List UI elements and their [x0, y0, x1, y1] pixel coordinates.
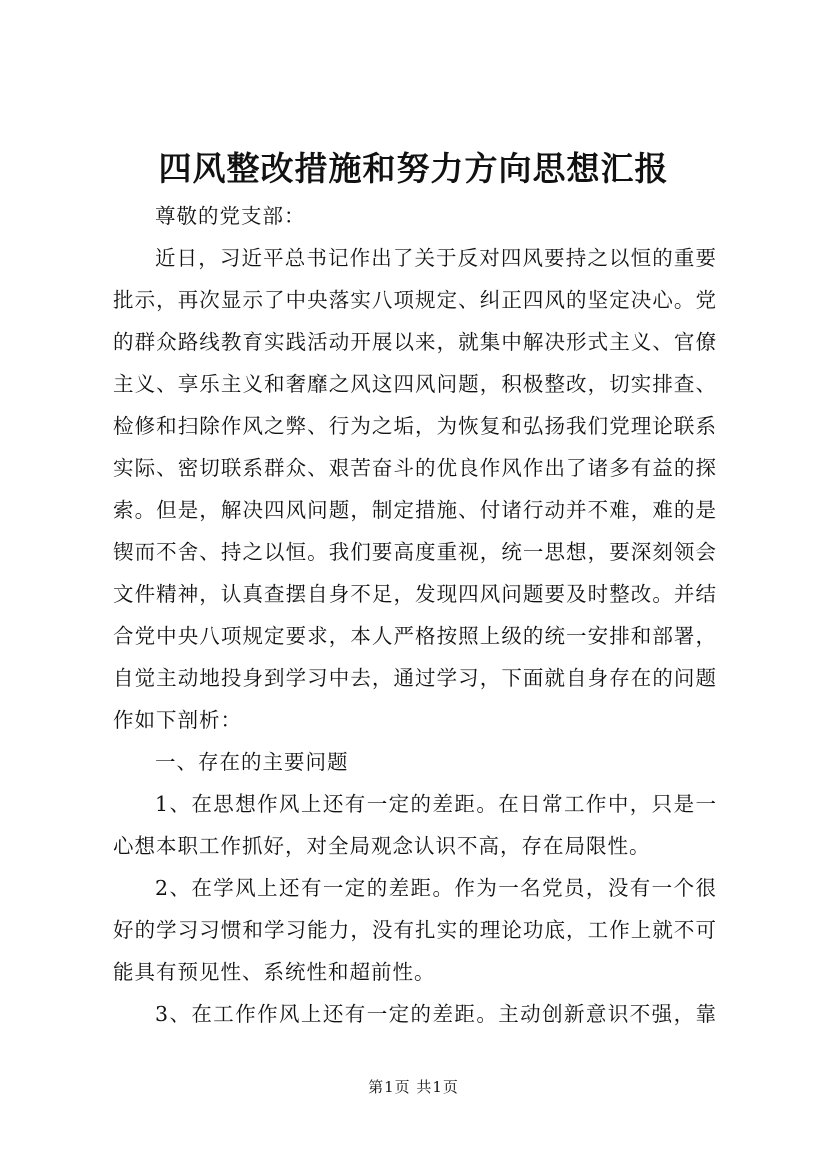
document-title: 四风整改措施和努力方向思想汇报	[158, 149, 669, 188]
page-footer: 第1页 共1页	[368, 1078, 459, 1096]
section-heading: 一、存在的主要问题	[155, 750, 349, 774]
document-body	[113, 195, 717, 1035]
paragraph-item-2: 2、在学风上还有一定的差距。作为一名党员，没有一个很好的学习习惯和学习能力，没有扎实的理论功底，工作上就不可能具有预见性、系统性和超前性。	[113, 876, 717, 984]
paragraph-item-1: 1、在思想作风上还有一定的差距。在日常工作中，只是一心想本职工作抓好，对全局观念认识不高，存在局限性。	[113, 792, 717, 858]
salutation: 尊敬的党支部：	[155, 204, 306, 228]
paragraph-intro: 近日，习近平总书记作出了关于反对四风要持之以恒的重要批示，再次显示了中央落实八项规定、纠正四风的坚定决心。党的群众路线教育实践活动开展以来，就集中解决形式主义、官僚主义、享乐主义和奢靡之风这四风问题，积极整改，切实排查、检修和扫除作风之弊、行为之垢，为恢复和弘扬我们党理论联系实际、密切联系群众、艰苦奋斗的优良作风作出了诸多有益的探索。但是，解决四风问题，制定措施、付诸行动并不难，难的是锲而不舍、持之以恒。我们要高度重视，统一思想，要深刻领会文件精神，认真查摆自身不足，发现四风问题要及时整改。并结合党中央八项规定要求，本人严格按照上级的统一安排和部署，自觉主动地投身到学习中去，通过学习，下面就自身存在的问题作如下剖析：	[113, 246, 717, 732]
paragraph-item-3: 3、在工作作风上还有一定的差距。主动创新意识不强，靠	[155, 1002, 717, 1026]
